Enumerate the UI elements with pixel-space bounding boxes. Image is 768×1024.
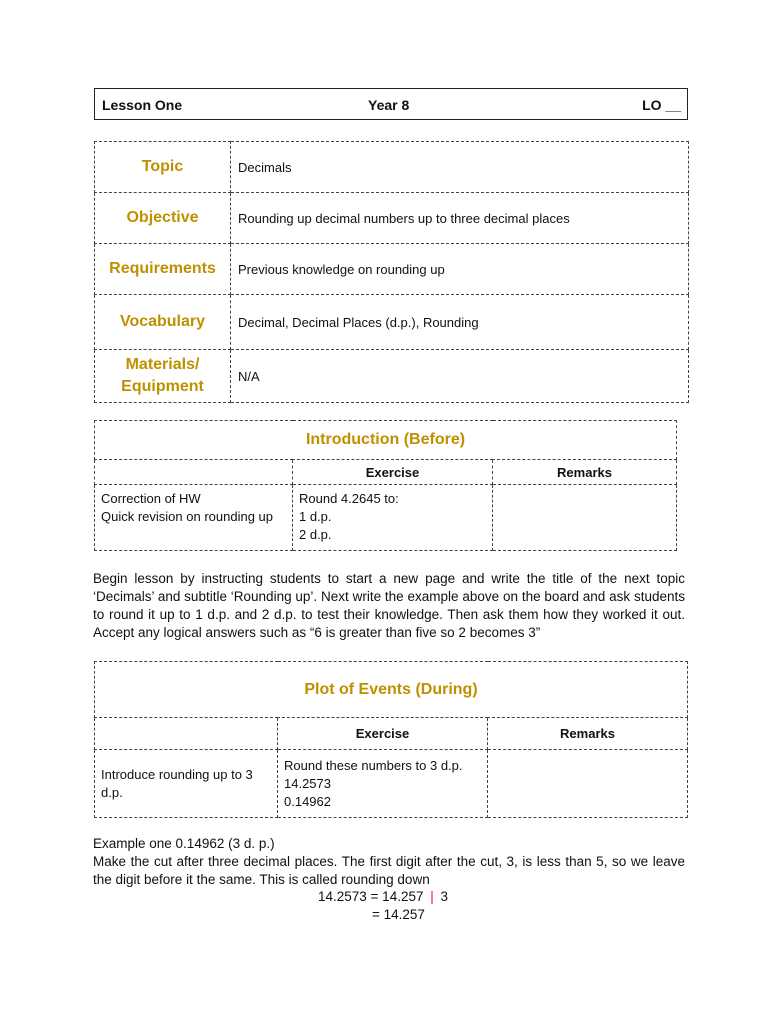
vocabulary-value: Decimal, Decimal Places (d.p.), Rounding <box>231 295 689 350</box>
requirements-value: Previous knowledge on rounding up <box>231 244 689 295</box>
plot-activity-cell: Introduce rounding up to 3 d.p. <box>95 750 278 818</box>
materials-value: N/A <box>231 350 689 403</box>
introduction-row <box>95 485 677 551</box>
objective-value: Rounding up decimal numbers up to three decimal places <box>231 193 689 244</box>
example-text: Make the cut after three decimal places. The first digit after the cut, 3, is less than 5, so we leave the digit before it the same. This is called rounding down <box>93 854 685 887</box>
info-row-materials <box>95 350 689 403</box>
example-equation-line-1 <box>318 889 448 904</box>
introduction-remarks-header: Remarks <box>493 460 677 485</box>
lesson-header <box>94 88 688 120</box>
exercise-line: Round 4.2645 to: <box>299 491 399 506</box>
lo-label: LO __ <box>642 97 681 113</box>
topic-value: Decimals <box>231 142 689 193</box>
introduction-exercise-header: Exercise <box>293 460 493 485</box>
requirements-label: Requirements <box>95 244 231 295</box>
introduction-remarks-cell <box>493 485 677 551</box>
introduction-exercise-cell <box>293 485 493 551</box>
introduction-header-row <box>95 460 677 485</box>
exercise-line: 1 d.p. <box>299 509 332 524</box>
exercise-line: 14.2573 <box>284 775 331 791</box>
info-row-requirements <box>95 244 689 295</box>
cut-mark: | <box>430 889 434 904</box>
plot-exercise-cell <box>278 750 488 818</box>
topic-label: Topic <box>95 142 231 193</box>
plot-exercise-header: Exercise <box>278 718 488 750</box>
year-label: Year 8 <box>368 97 410 113</box>
exercise-line: 2 d.p. <box>299 527 332 542</box>
equation-left: 14.2573 = 14.257 <box>318 889 424 904</box>
objective-label: Objective <box>95 193 231 244</box>
plot-of-events-table <box>94 661 688 818</box>
intro-paragraph: Begin lesson by instructing students to start a new page and write the title of the next topic ‘Decimals’ and subtitle ‘Rounding up’. Next write the example above on the board and ask students to round it up to 1 d.p. and 2 d.p. to test their knowledge. Then ask them how they worked it out. Accept any logical answers such as “6 is greater than five so 2 becomes 3” <box>93 571 685 640</box>
activity-line: Quick revision on rounding up <box>101 509 273 524</box>
info-row-topic <box>95 142 689 193</box>
plot-row <box>95 750 688 818</box>
vocabulary-label: Vocabulary <box>95 295 231 350</box>
exercise-line: Round these numbers to 3 d.p. <box>284 757 463 773</box>
exercise-line: 0.14962 <box>284 793 331 809</box>
plot-header-row <box>95 718 688 750</box>
example-equation-line-2: = 14.257 <box>372 907 425 922</box>
plot-remarks-cell <box>488 750 688 818</box>
plot-title: Plot of Events (During) <box>95 662 688 718</box>
materials-label: Materials/ Equipment <box>95 350 231 403</box>
activity-line: Correction of HW <box>101 491 201 506</box>
introduction-activity-cell <box>95 485 293 551</box>
introduction-activity-header <box>95 460 293 485</box>
example-heading: Example one 0.14962 (3 d. p.) <box>93 836 275 851</box>
plot-remarks-header: Remarks <box>488 718 688 750</box>
info-row-vocabulary <box>95 295 689 350</box>
info-row-objective <box>95 193 689 244</box>
lesson-title: Lesson One <box>102 97 183 113</box>
equation-right: 3 <box>440 889 449 904</box>
plot-activity-header <box>95 718 278 750</box>
introduction-table <box>94 420 677 551</box>
introduction-title: Introduction (Before) <box>95 421 677 460</box>
lesson-info-table <box>94 141 689 403</box>
